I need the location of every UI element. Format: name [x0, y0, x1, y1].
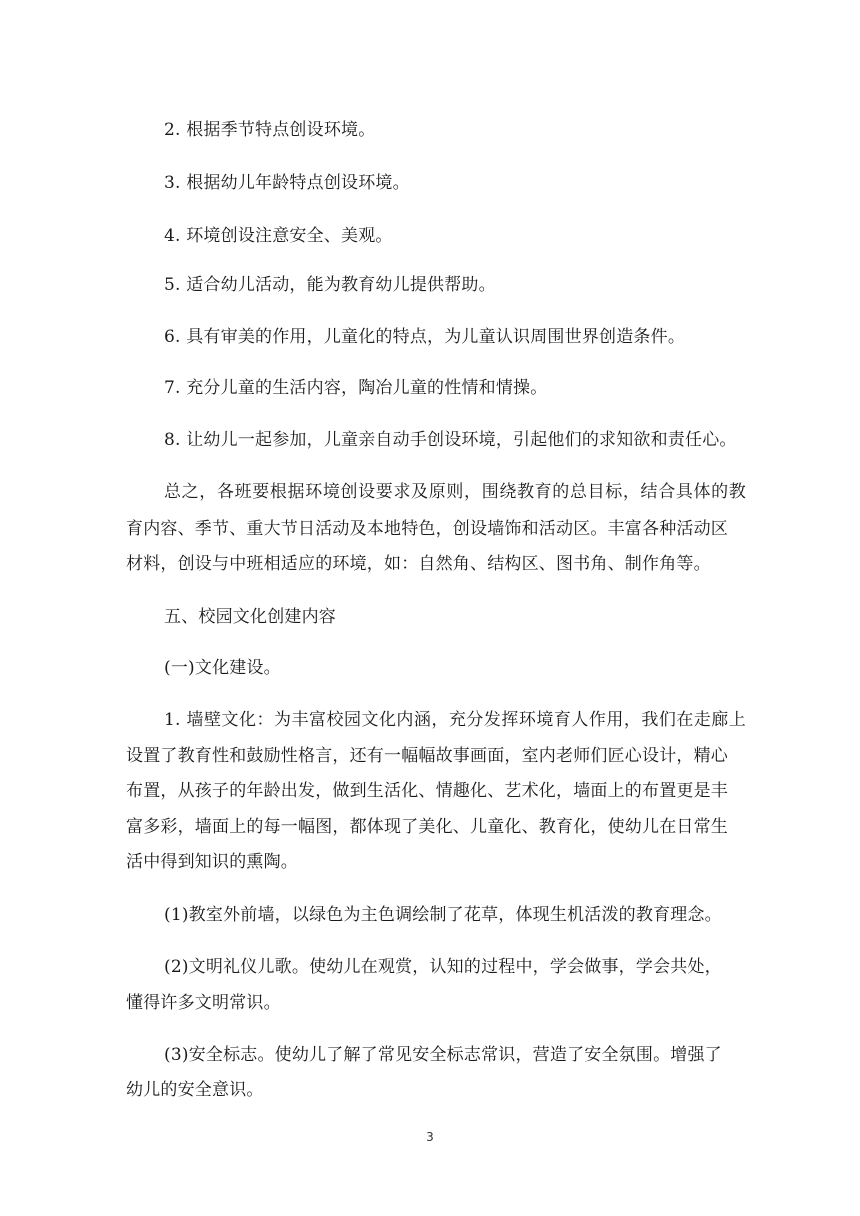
paragraph-line: 活中得到知识的熏陶。 — [126, 852, 298, 872]
list-item: (3)安全标志。使幼儿了解了常见安全标志常识，营造了安全氛围。增强了 — [164, 1045, 722, 1065]
paragraph-line — [164, 708, 784, 732]
summary-line: 总之，各班要根据环境创设要求及原则，围绕教育的总目标，结合具体的教 — [164, 482, 746, 502]
subsection-heading: (一)文化建设。 — [164, 658, 281, 678]
list-item: 2. 根据季节特点创设环境。 — [164, 120, 376, 140]
paragraph-line: 设置了教育性和鼓励性格言，还有一幅幅故事画面，室内老师们匠心设计，精心 — [126, 746, 728, 766]
list-item: (1)教室外前墙，以绿色为主色调绘制了花草，体现生机活泼的教育理念。 — [164, 905, 722, 925]
list-item: 5. 适合幼儿活动，能为教育幼儿提供帮助。 — [164, 275, 496, 295]
paragraph-line: 材料，创设与中班相适应的环境，如：自然角、结构区、图书角、制作角等。 — [126, 554, 711, 574]
wall-culture-line: 1. 墙壁文化：为丰富校园文化内涵，充分发挥环境育人作用，我们在走廊上 — [164, 710, 746, 730]
list-item-continuation: 懂得许多文明常识。 — [126, 993, 281, 1013]
list-item: 8. 让幼儿一起参加，儿童亲自动手创设环境，引起他们的求知欲和责任心。 — [164, 430, 737, 450]
list-item-continuation: 幼儿的安全意识。 — [126, 1080, 264, 1100]
list-item: 4. 环境创设注意安全、美观。 — [164, 226, 393, 246]
section-heading: 五、校园文化创建内容 — [164, 607, 336, 627]
page-number: 3 — [426, 1130, 434, 1144]
list-item: 3. 根据幼儿年龄特点创设环境。 — [164, 173, 410, 193]
paragraph-line: 育内容、季节、重大节日活动及本地特色，创设墙饰和活动区。丰富各种活动区 — [126, 519, 728, 539]
list-item: (2)文明礼仪儿歌。使幼儿在观赏，认知的过程中，学会做事，学会共处， — [164, 957, 722, 977]
paragraph-line — [164, 480, 784, 504]
list-item: 6. 具有审美的作用，儿童化的特点，为儿童认识周围世界创造条件。 — [164, 327, 686, 347]
list-item: 7. 充分儿童的生活内容，陶冶儿童的性情和情操。 — [164, 378, 548, 398]
paragraph-line: 富多彩，墙面上的每一幅图，都体现了美化、儿童化、教育化，使幼儿在日常生 — [126, 817, 728, 837]
paragraph-line: 布置，从孩子的年龄出发，做到生活化、情趣化、艺术化，墙面上的布置更是丰 — [126, 781, 728, 801]
